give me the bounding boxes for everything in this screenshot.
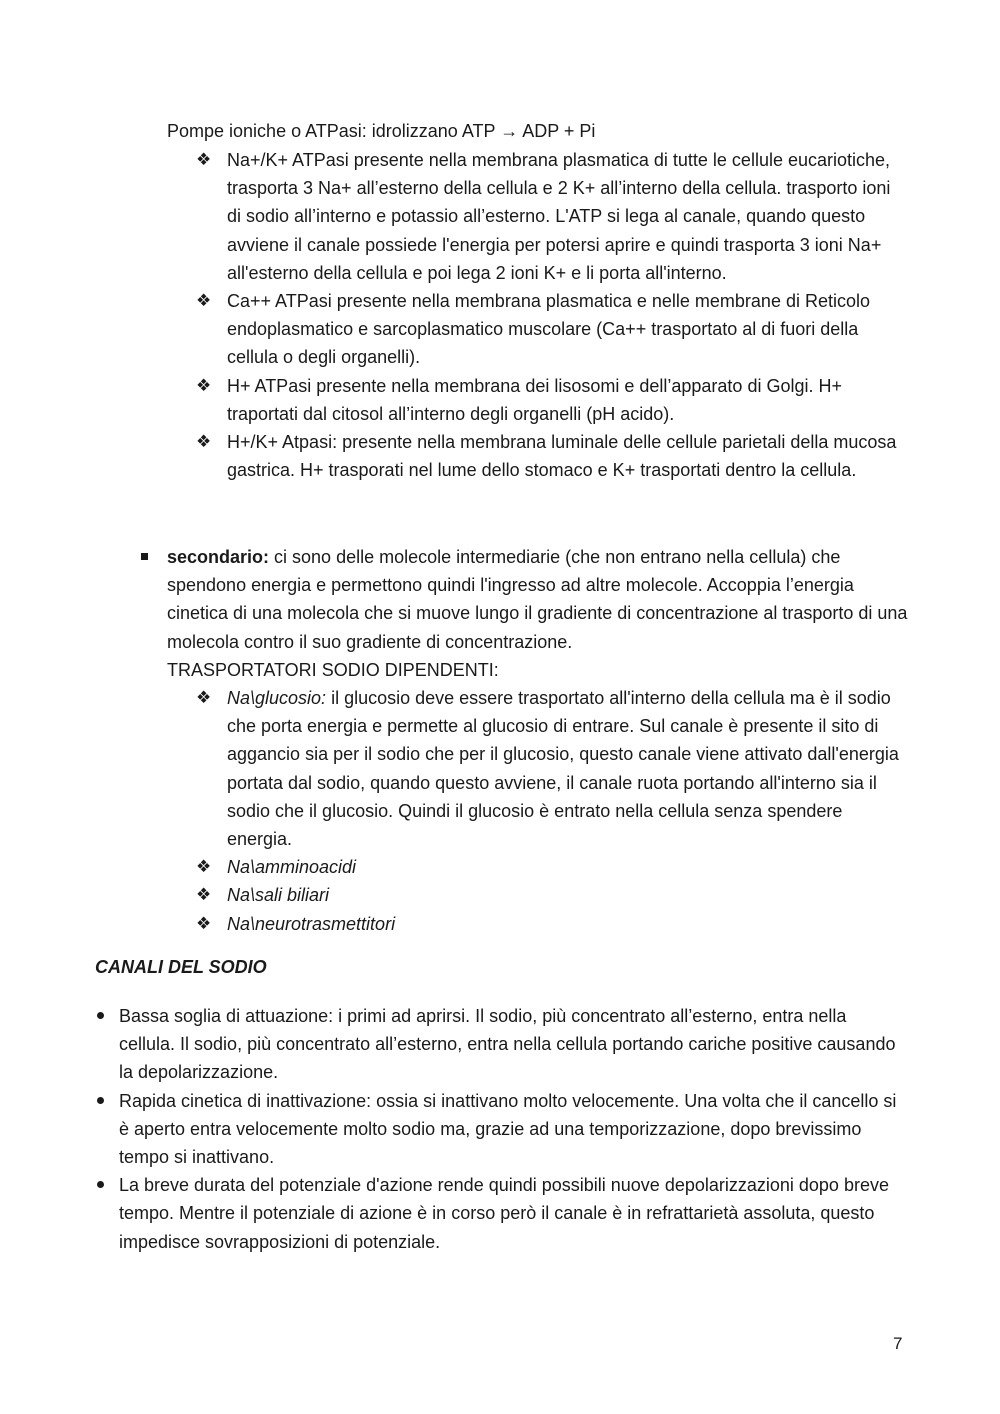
transporter-label: Na\neurotrasmettitori: [227, 913, 396, 934]
list-item: [196, 372, 908, 428]
diamond-bullet-icon: ❖: [196, 688, 212, 707]
channel-item-text: La breve durata del potenziale d'azione rende quindi possibili nuove depolarizzazioni dopo breve tempo. Mentre il potenziale di azione è in corso però il canale è in refrattarietà assoluta, questo impedisce sovrapposizioni di potenziale.: [119, 1175, 889, 1252]
list-item: [95, 1171, 905, 1256]
secondary-label: secondario:: [167, 547, 270, 567]
diamond-bullet-icon: ❖: [196, 291, 212, 311]
pumps-title: [167, 117, 595, 145]
arrow-right-icon: →: [500, 121, 519, 141]
pumps-list: [196, 146, 908, 484]
round-bullet-icon: [97, 1181, 104, 1188]
pump-item-text: Na+/K+ ATPasi presente nella membrana plasmatica di tutte le cellule eucariotiche, trasporta 3 Na+ all’esterno della cellula e 2 K+ all’interno della cellula. trasporto ioni di sodio all’interno e potassio all’esterno. L'ATP si lega al canale, quando questo avviene il canale possiede l'energia per potersi aprire e quindi trasporta 3 ioni Na+ all'esterno della cellula e poi lega 2 ioni K+ e li porta all'interno.: [227, 150, 891, 283]
sodium-channels-list: [95, 1002, 905, 1256]
transporter-label: Na\sali biliari: [227, 885, 330, 906]
list-item: [196, 910, 908, 938]
pump-item-text: H+ ATPasi presente nella membrana dei lisosomi e dell’apparato di Golgi. H+ traportati dal citosol all’interno degli organelli (pH acido).: [227, 375, 842, 424]
secondary-text: ci sono delle molecole intermediarie (che non entrano nella cellula) che spendono energia e permettono quindi l'ingresso ad altre molecole. Accoppia l’energia cinetica di una molecola che si muove lungo il gradiente di concentrazione al trasporto di una molecola contro il suo gradiente di concentrazione.: [167, 547, 908, 652]
round-bullet-icon: [97, 1097, 104, 1104]
page-number: 7: [893, 1334, 903, 1353]
channel-item-text: Rapida cinetica di inattivazione: ossia si inattivano molto velocemente. Una volta che il cancello si è aperto entra velocemente molto sodio ma, grazie ad una temporizzazione, dopo brevissimo tempo si inattivano.: [119, 1090, 897, 1168]
sodium-transporters-list: [196, 684, 908, 938]
diamond-bullet-icon: ❖: [196, 857, 212, 877]
round-bullet-icon: [97, 1012, 104, 1019]
list-item: [196, 684, 908, 853]
transporter-label: Na\glucosio:: [227, 688, 327, 708]
pump-item-text: Ca++ ATPasi presente nella membrana plasmatica e nelle membrane di Reticolo endoplasmatico e sarcoplasmatico muscolare (Ca++ trasportato al di fuori della cellula o degli organelli).: [227, 291, 870, 368]
transporter-text: il glucosio deve essere trasportato all'interno della cellula ma è il sodio che porta energia e permette al glucosio di entrare. Sul canale è presente il sito di aggancio sia per il sodio che per il glucosio, questo canale viene attivato dall'energia portata dal sodio, quando questo avviene, il canale ruota portando all'interno sia il sodio che il glucosio. Quindi il glucosio è entrato nella cellula senza spendere energia.: [227, 688, 899, 850]
diamond-bullet-icon: ❖: [196, 432, 212, 452]
diamond-bullet-icon: ❖: [196, 913, 212, 933]
list-item: [196, 881, 908, 909]
diamond-bullet-icon: ❖: [196, 375, 212, 395]
list-item: [196, 287, 908, 372]
square-bullet-icon: [141, 553, 148, 560]
pumps-title-text: Pompe ioniche o ATPasi: idrolizzano ATP: [167, 121, 496, 141]
list-item: [196, 853, 908, 881]
list-item: [196, 146, 908, 287]
sodium-transporters-subheading: TRASPORTATORI SODIO DIPENDENTI:: [167, 659, 499, 680]
channel-item-text: Bassa soglia di attuazione: i primi ad aprirsi. Il sodio, più concentrato all’esterno, entra nella cellula. Il sodio, più concentrato all’esterno, entra nella cellula portando cariche positive causando la depolarizzazione.: [119, 1006, 896, 1083]
diamond-bullet-icon: ❖: [196, 885, 212, 905]
secondary-transport-item: [141, 543, 911, 684]
pumps-title-result: ADP + Pi: [522, 121, 596, 141]
pump-item-text: H+/K+ Atpasi: presente nella membrana luminale delle cellule parietali della mucosa gastrica. H+ trasporati nel lume dello stomaco e K+ trasportati dentro la cellula.: [227, 432, 897, 481]
list-item: [196, 428, 908, 484]
transporter-label: Na\amminoacidi: [227, 857, 357, 878]
list-item: [95, 1087, 905, 1172]
sodium-channels-heading: CANALI DEL SODIO: [95, 957, 267, 977]
list-item: [95, 1002, 905, 1087]
diamond-bullet-icon: ❖: [196, 150, 212, 169]
